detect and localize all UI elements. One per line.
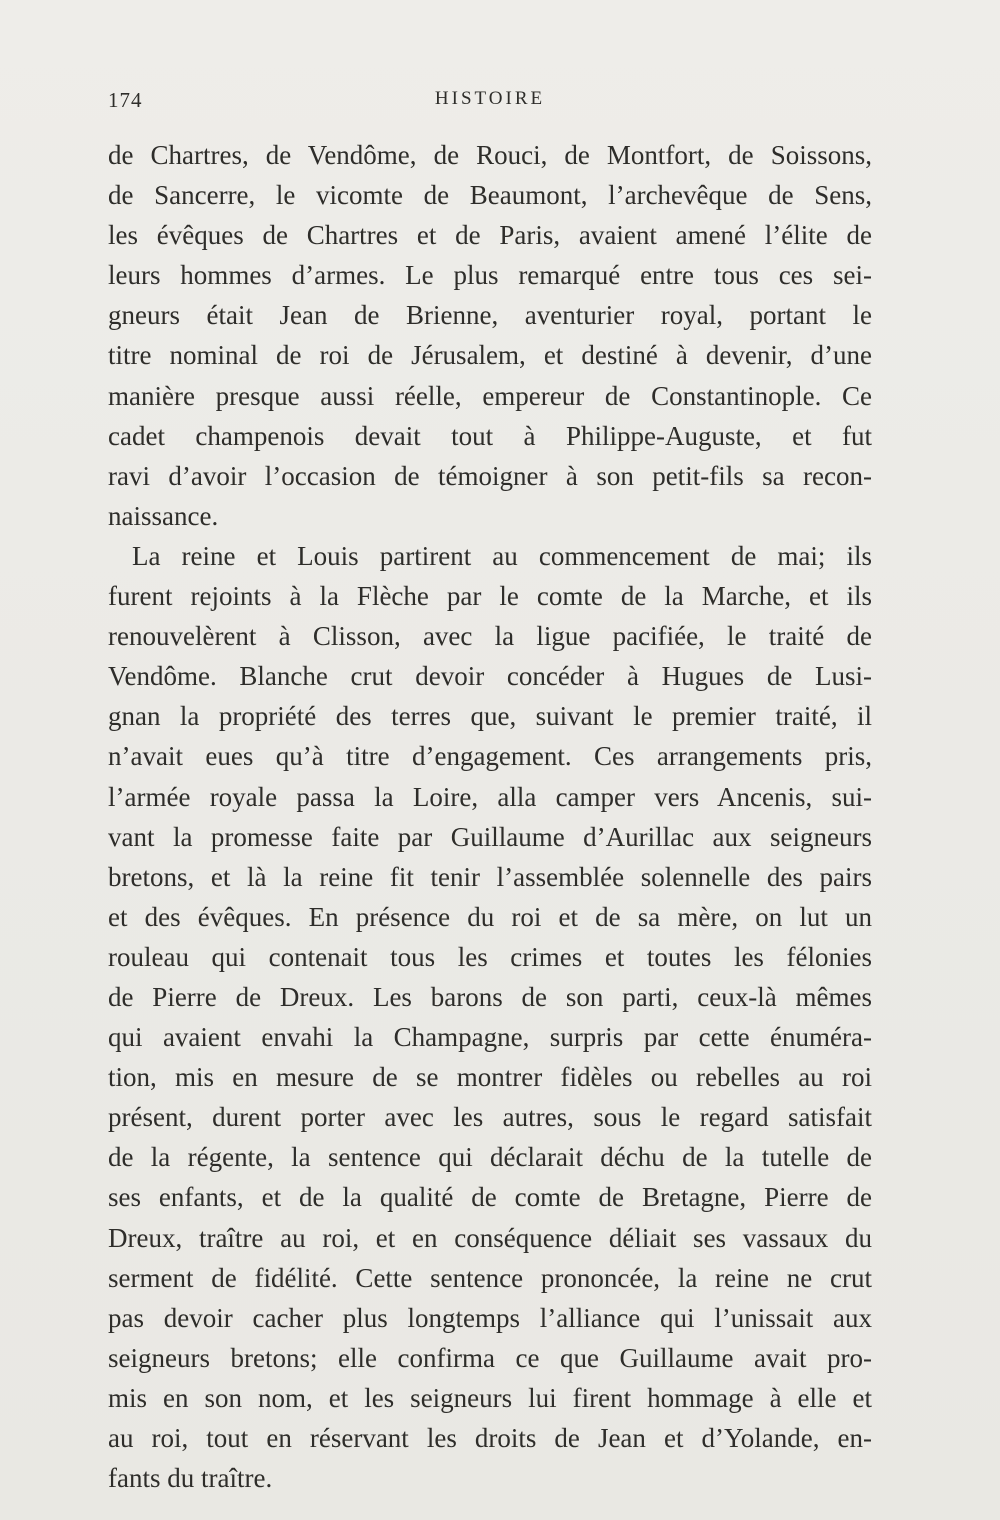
text-line: vant la promesse faite par Guillaume d’Aurillac aux seigneurs <box>108 821 872 852</box>
text-line: ravi d’avoir l’occasion de témoigner à son petit-fils sa recon- <box>108 460 872 491</box>
text-line: serment de fidélité. Cette sentence prononcée, la reine ne crut <box>108 1262 872 1293</box>
text-line: présent, durent porter avec les autres, sous le regard satisfait <box>108 1102 872 1133</box>
text-line: seigneurs bretons; elle confirma ce que Guillaume avait pro- <box>108 1342 872 1373</box>
text-line: furent rejoints à la Flèche par le comte de la Marche, et ils <box>108 581 872 612</box>
text-line: n’avait eues qu’à titre d’engagement. Ces arrangements pris, <box>108 741 872 772</box>
paragraph-first-line: La reine et Louis partirent au commencement de mai; ils <box>132 540 872 571</box>
text-line: au roi, tout en réservant les droits de Jean et d’Yolande, en- <box>108 1423 872 1453</box>
text-line: l’armée royale passa la Loire, alla camper vers Ancenis, sui- <box>108 781 872 812</box>
text-line: bretons, et là la reine fit tenir l’assemblée solennelle des pairs <box>108 861 872 892</box>
text-line: gnan la propriété des terres que, suivant le premier traité, il <box>108 701 872 732</box>
text-line: leurs hommes d’armes. Le plus remarqué entre tous ces sei- <box>108 260 872 291</box>
text-line: de Chartres, de Vendôme, de Rouci, de Montfort, de Soissons, <box>108 140 872 170</box>
text-line: manière presque aussi réelle, empereur de Constantinople. Ce <box>108 380 872 411</box>
body-text <box>108 135 872 1498</box>
text-line: naissance. <box>108 500 219 531</box>
text-line: de Pierre de Dreux. Les barons de son parti, ceux-là mêmes <box>108 981 872 1012</box>
text-line: qui avaient envahi la Champagne, surpris par cette énuméra- <box>108 1022 872 1053</box>
text-line: gneurs était Jean de Brienne, aventurier royal, portant le <box>108 300 872 331</box>
text-line: pas devoir cacher plus longtemps l’alliance qui l’unissait aux <box>108 1302 872 1333</box>
running-title: HISTOIRE <box>434 88 546 109</box>
text-line: renouvelèrent à Clisson, avec la ligue pacifiée, le traité de <box>108 621 872 652</box>
text-line: cadet champenois devait tout à Philippe-Auguste, et fut <box>108 420 872 451</box>
text-line: et des évêques. En présence du roi et de sa mère, on lut un <box>108 901 872 932</box>
text-line: titre nominal de roi de Jérusalem, et destiné à devenir, d’une <box>108 340 872 371</box>
text-line: les évêques de Chartres et de Paris, avaient amené l’élite de <box>108 220 872 251</box>
text-line: Vendôme. Blanche crut devoir concéder à Hugues de Lusi- <box>108 661 872 692</box>
text-line: fants du traître. <box>108 1463 273 1494</box>
text-line: rouleau qui contenait tous les crimes et toutes les félonies <box>108 941 872 972</box>
text-line: de Sancerre, le vicomte de Beaumont, l’archevêque de Sens, <box>108 180 872 211</box>
text-line: de la régente, la sentence qui déclarait déchu de la tutelle de <box>108 1142 872 1173</box>
text-line: mis en son nom, et les seigneurs lui firent hommage à elle et <box>108 1382 872 1413</box>
page-number: 174 <box>108 88 143 112</box>
text-line: Dreux, traître au roi, et en conséquence déliait ses vassaux du <box>108 1222 872 1253</box>
text-line: ses enfants, et de la qualité de comte de Bretagne, Pierre de <box>108 1182 872 1213</box>
text-line: tion, mis en mesure de se montrer fidèles ou rebelles au roi <box>108 1062 872 1093</box>
running-head <box>108 88 872 118</box>
